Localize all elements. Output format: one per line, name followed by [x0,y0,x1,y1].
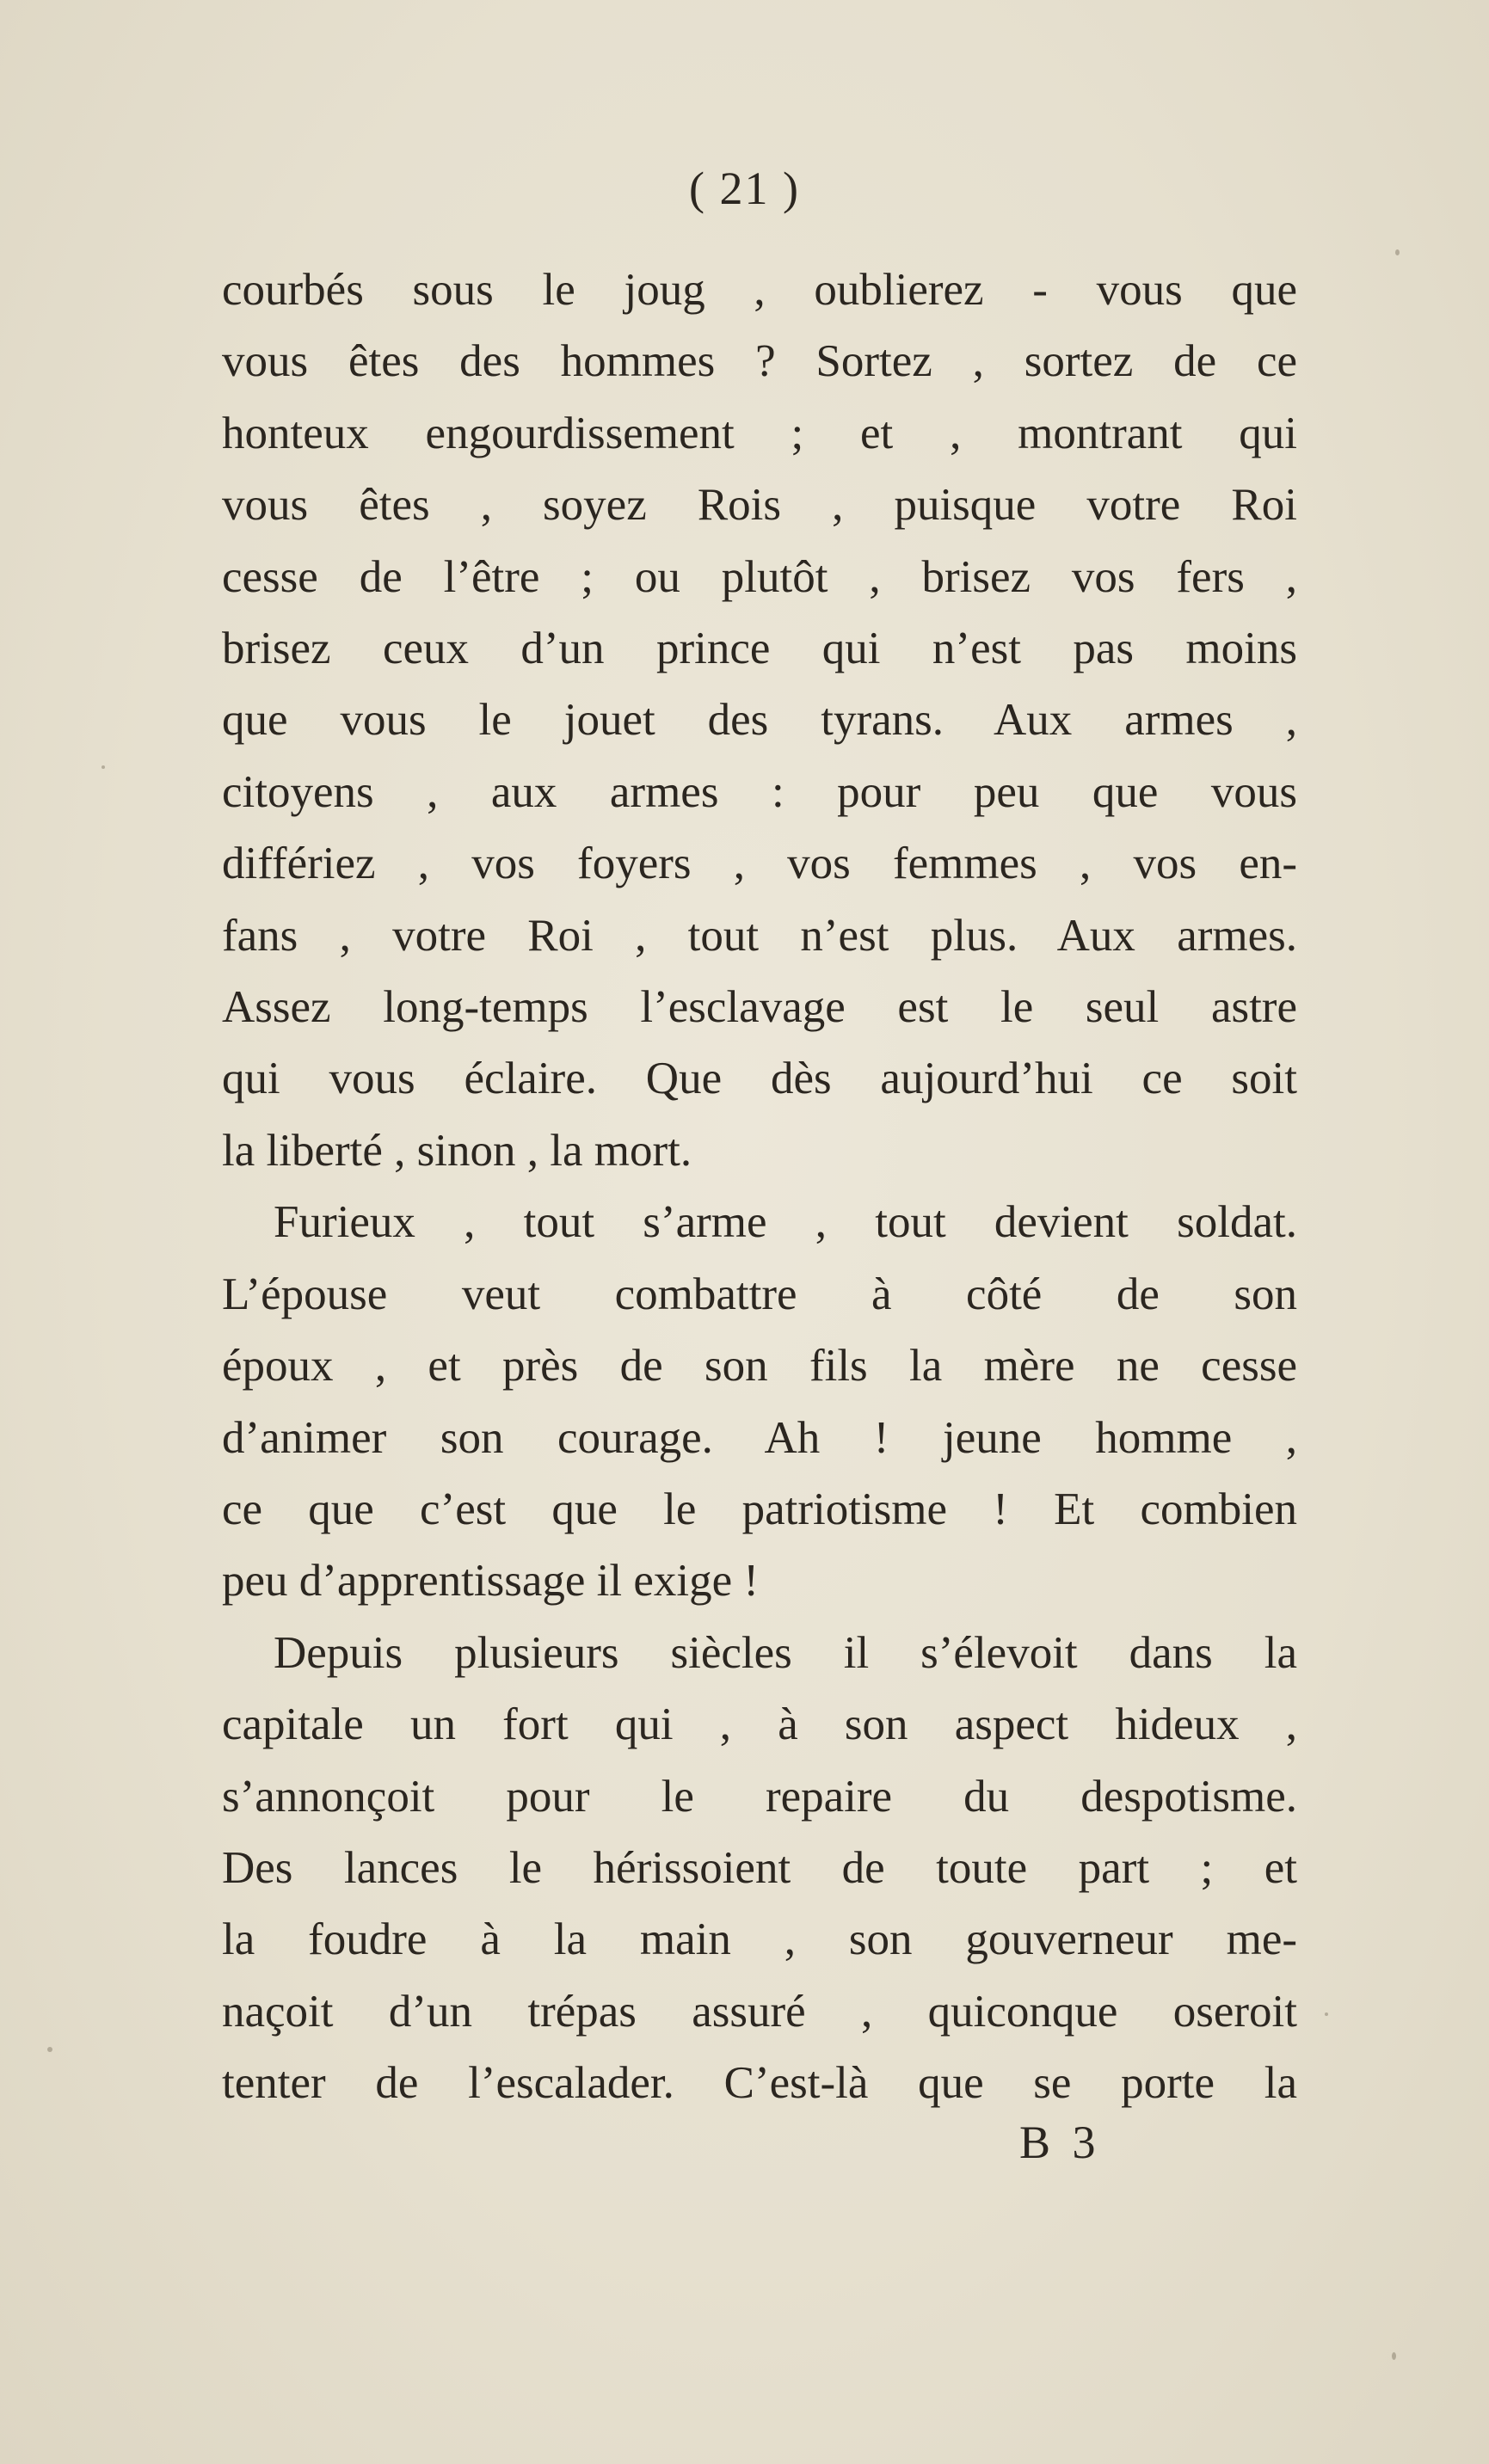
text-line-15: L’épouse veut combattre à côté de son [222,1269,1297,1319]
body-text [222,255,1297,2120]
paper-speck [1395,249,1400,255]
text-line-7: que vous le jouet des tyrans. Aux armes , [222,695,1297,746]
text-line-25: naçoit d’un trépas assuré , quiconque oseroit [222,1986,1297,2037]
text-line-5: cesse de l’être ; ou plutôt , brisez vos fers , [222,551,1297,602]
text-line-17: d’animer son courage. Ah ! jeune homme , [222,1412,1297,1463]
text-line-9: différiez , vos foyers , vos femmes , vos en- [222,839,1297,889]
text-line-18: ce que c’est que le patriotisme ! Et combien [222,1484,1297,1534]
signature-mark: B 3 [1019,2117,1101,2168]
text-line-24: la foudre à la main , son gouverneur me- [222,1914,1297,1965]
text-line-8: citoyens , aux armes : pour peu que vous [222,766,1297,817]
text-line-12: qui vous éclaire. Que dès aujourd’hui ce soit [222,1054,1297,1104]
text-line-2: vous êtes des hommes ? Sortez , sortez de ce [222,336,1297,387]
text-line-13: la liberté , sinon , la mort. [222,1125,692,1176]
text-line-1: courbés sous le joug , oublierez - vous que [222,265,1297,315]
text-line-20: Depuis plusieurs siècles il s’élevoit dans la [274,1627,1297,1678]
text-line-22: s’annonçoit pour le repaire du despotisme. [222,1771,1297,1822]
paper-speck [1392,2352,1396,2360]
text-line-6: brisez ceux d’un prince qui n’est pas moins [222,624,1297,674]
text-line-3: honteux engourdissement ; et , montrant qui [222,408,1297,458]
text-line-14: Furieux , tout s’arme , tout devient soldat. [274,1197,1297,1248]
text-line-10: fans , votre Roi , tout n’est plus. Aux armes. [222,910,1297,961]
text-line-26: tenter de l’escalader. C’est-là que se porte la [222,2058,1297,2109]
text-line-4: vous êtes , soyez Rois , puisque votre Roi [222,480,1297,531]
paper-speck [47,2047,52,2052]
paper-speck [1325,2012,1328,2016]
text-line-21: capitale un fort qui , à son aspect hideux , [222,1699,1297,1750]
text-line-23: Des lances le hérissoient de toute part ; et [222,1842,1297,1893]
text-line-11: Assez long-temps l’esclavage est le seul astre [222,982,1297,1033]
text-line-16: époux , et près de son fils la mère ne cesse [222,1341,1297,1392]
paper-speck [102,765,105,769]
text-line-19: peu d’apprentissage il exige ! [222,1556,759,1607]
page-number-header: ( 21 ) [689,163,800,214]
